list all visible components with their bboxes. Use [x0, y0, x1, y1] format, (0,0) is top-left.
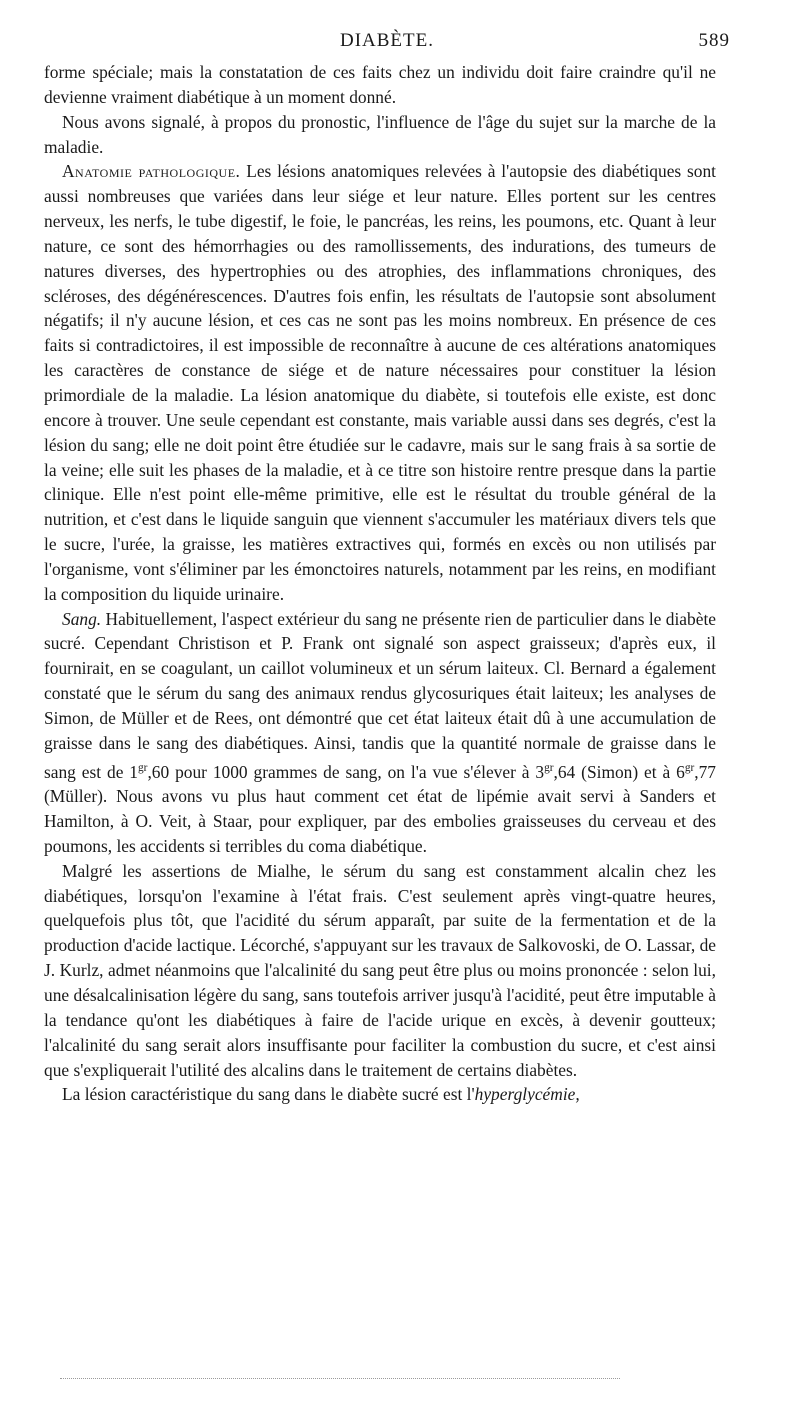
superscript: gr [138, 761, 148, 774]
page-number: 589 [698, 30, 730, 51]
bottom-margin-specks [60, 1378, 620, 1380]
paragraph [44, 159, 716, 606]
running-title: DIABÈTE. [339, 30, 434, 51]
text-run: La lésion caractéristique du sang dans le diabète sucré est l' [62, 1084, 475, 1105]
text-run: ,60 pour 1000 grammes de sang, on l'a vue s'élever à 3 [147, 761, 545, 782]
text-run: ,77 (Müller). Nous avons vu plus haut comment cet état de lipémie avait servi à Sanders et Hamilton, à O. Veit, à Staar, pour expliquer, par des embolies graisseuses du cerveau et des poumons, les accidents si terribles du coma diabétique. [44, 761, 716, 856]
paragraph [44, 110, 716, 160]
italic-run: Sang. [62, 608, 102, 629]
section-heading: Anatomie pathologique. [62, 161, 241, 182]
superscript: gr [684, 761, 695, 774]
running-header [44, 30, 730, 56]
text-run: Malgré les assertions de Mialhe, le sérum du sang est constamment alcalin chez les diabétiques, lorsqu'on l'examine à l'état frais. C'est seulement après vingt-quatre heures, quelquefois plus tôt, que l'acidité du sérum apparaît, par suite de la fermentation et de la production d'acide lactique. Lécorché, s'appuyant sur les travaux de Salkovoski, de O. Lassar, de J. Kurlz, admet néanmoins que l'alcalinité du sang peut être plus ou moins prononcée : selon lui, une désalcalinisation légère du sang, sans toutefois arriver jusqu'à l'acidité, peut être imputable à la tendance qu'ont les diabétiques à faire de l'acide urique en excès, à devenir goutteux; l'alcalinité du sang serait alors insuffisante pour faciliter la combustion du sucre, et c'est ainsi que s'expliquerait l'utilité des alcalins dans le traitement de certains diabètes. [44, 860, 716, 1080]
paragraph [44, 60, 716, 110]
text-run: Nous avons signalé, à propos du pronostic, l'influence de l'âge du sujet sur la marche de la maladie. [44, 111, 716, 157]
text-run: Les lésions anatomiques relevées à l'autopsie des diabétiques sont aussi nombreuses que variées dans leur siége et leur nature. Elles portent sur les centres nerveux, les nerfs, le tube digestif, le foie, le pancréas, les reins, les poumons, etc. Quant à leur nature, ce sont des hémorrhagies ou des ramollissements, des indurations, des tumeurs de natures diverses, des hypertrophies ou des atrophies, des inflammations chroniques, des scléroses, des dégénérescences. D'autres fois enfin, les résultats de l'autopsie sont absolument négatifs; il n'y aucune lésion, et ces cas ne sont pas les moins nombreux. En présence de ces faits si contradictoires, il est impossible de reconnaître à aucune de ces altérations anatomiques les caractères de constance de siége et de nature nécessaires pour constituer la lésion primordiale de la maladie. La lésion anatomique du diabète, si toutefois elle existe, est donc encore à trouver. Une seule cependant est constante, mais variable aussi dans ses degrés, c'est la lésion du sang; elle ne doit point être étudiée sur le cadavre, mais sur le sang frais à sa sortie de la veine; elle suit les phases de la maladie, et à ce titre son histoire rentre presque dans la partie clinique. Elle n'est point elle-même primitive, elle est le résultat du trouble général de la nutrition, et c'est dans le liquide sanguin que viennent s'accumuler les matériaux divers tels que le sucre, l'urée, la graisse, les matières extractives qui, formés en excès ou non utilisés par l'organisme, vont s'éliminer par les émonctoires naturels, notamment par les reins, en modifiant la composition du liquide urinaire. [44, 161, 716, 604]
paragraph [44, 1082, 716, 1107]
text-run: Habituellement, l'aspect extérieur du sang ne présente rien de particulier dans le diabète sucré. Cependant Christison et P. Frank ont signalé son aspect graisseux; d'après eux, il fournirait, en se coagulant, un caillot volumineux et un sérum laiteux. Cl. Bernard a également constaté que le sérum du sang des animaux rendus glycosuriques était laiteux; les analyses de Simon, de Müller et de Rees, ont démontré que cet état laiteux était dû à une accumulation de graisse dans le sang des diabétiques. Ainsi, tandis que la quantité normale de graisse dans le sang est de 1 [44, 608, 716, 782]
superscript: gr [544, 761, 554, 774]
body-text [44, 60, 716, 1107]
paragraph [44, 607, 716, 859]
paragraph [44, 859, 716, 1083]
italic-run: hyperglycémie, [474, 1084, 580, 1105]
text-run: forme spéciale; mais la constatation de ces faits chez un individu doit faire craindre qu'il ne devienne vraiment diabétique à un moment donné. [44, 62, 716, 107]
text-run: ,64 (Simon) et à 6 [553, 761, 685, 782]
